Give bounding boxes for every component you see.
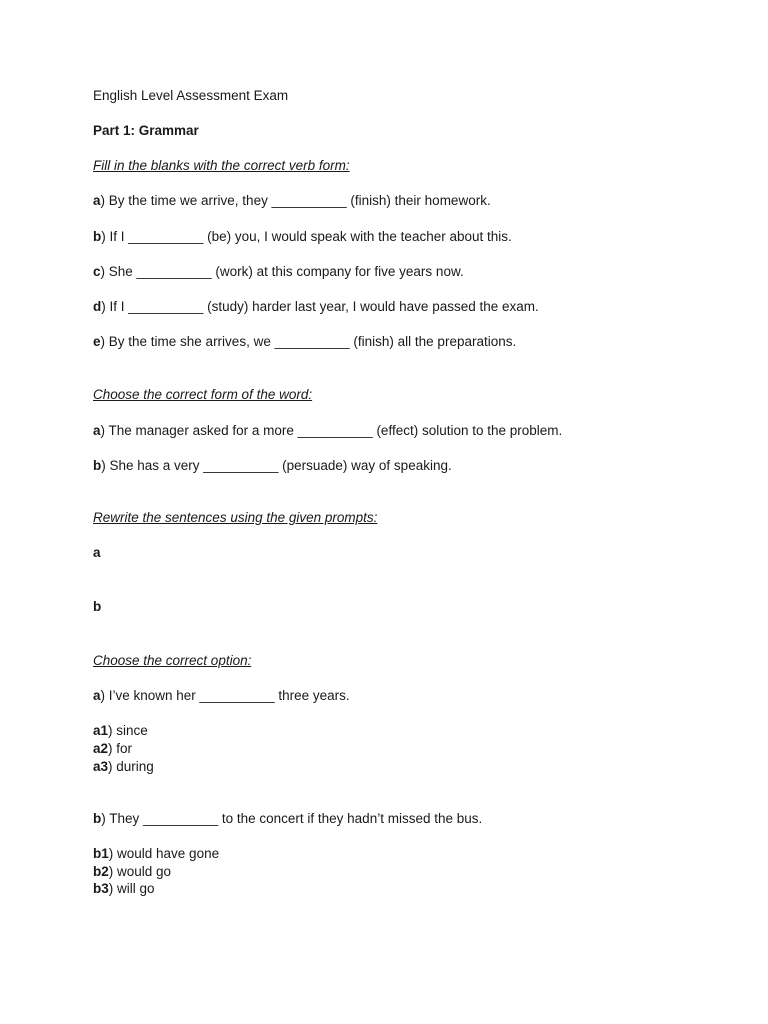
option-marker: b3 xyxy=(93,881,109,896)
question-item xyxy=(93,299,539,315)
option-item xyxy=(93,723,148,739)
option-marker: b1 xyxy=(93,846,109,861)
question-text: ) She __________ (work) at this company for five years now. xyxy=(100,264,464,279)
question-marker: e xyxy=(93,334,101,349)
question-marker: b xyxy=(93,811,102,826)
option-marker: a3 xyxy=(93,759,109,774)
option-text: ) will go xyxy=(108,881,155,896)
question-marker: d xyxy=(93,299,102,314)
rewrite-item-marker: a xyxy=(93,545,101,560)
option-text: ) during xyxy=(108,759,154,774)
question-text: ) I’ve known her __________ three years. xyxy=(100,688,350,703)
option-item xyxy=(93,846,219,862)
question-text: ) If I __________ (study) harder last year, I would have passed the exam. xyxy=(101,299,539,314)
section4-instruction: Choose the correct option: xyxy=(93,653,252,668)
section2-instruction: Choose the correct form of the word: xyxy=(93,387,313,402)
question-marker: a xyxy=(93,688,101,703)
question-item xyxy=(93,688,350,704)
question-text: ) By the time we arrive, they __________ (finish) their homework. xyxy=(100,193,491,208)
option-item xyxy=(93,741,132,757)
rewrite-item-marker: b xyxy=(93,599,102,614)
question-text: ) They __________ to the concert if they hadn’t missed the bus. xyxy=(101,811,483,826)
question-item xyxy=(93,229,512,245)
option-marker: b2 xyxy=(93,864,109,879)
option-marker: a1 xyxy=(93,723,109,738)
question-marker: b xyxy=(93,458,102,473)
document-title: English Level Assessment Exam xyxy=(93,88,289,103)
question-text: ) The manager asked for a more __________ (effect) solution to the problem. xyxy=(100,423,563,438)
question-item xyxy=(93,334,516,350)
option-item xyxy=(93,881,155,897)
question-text: ) If I __________ (be) you, I would speak with the teacher about this. xyxy=(101,229,512,244)
question-item xyxy=(93,811,482,827)
option-text: ) for xyxy=(108,741,133,756)
question-item xyxy=(93,193,491,209)
question-text: ) By the time she arrives, we __________ (finish) all the preparations. xyxy=(100,334,517,349)
question-marker: a xyxy=(93,193,101,208)
part-heading: Part 1: Grammar xyxy=(93,123,199,138)
question-marker: b xyxy=(93,229,102,244)
option-marker: a2 xyxy=(93,741,109,756)
option-text: ) would have gone xyxy=(108,846,220,861)
question-item xyxy=(93,264,464,280)
question-marker: a xyxy=(93,423,101,438)
section1-instruction: Fill in the blanks with the correct verb form: xyxy=(93,158,350,173)
option-text: ) would go xyxy=(108,864,172,879)
question-item xyxy=(93,423,562,439)
question-item xyxy=(93,458,452,474)
question-marker: c xyxy=(93,264,101,279)
option-text: ) since xyxy=(108,723,148,738)
option-item xyxy=(93,864,171,880)
option-item xyxy=(93,759,154,775)
section3-instruction: Rewrite the sentences using the given prompts: xyxy=(93,510,378,525)
question-text: ) She has a very __________ (persuade) way of speaking. xyxy=(101,458,452,473)
